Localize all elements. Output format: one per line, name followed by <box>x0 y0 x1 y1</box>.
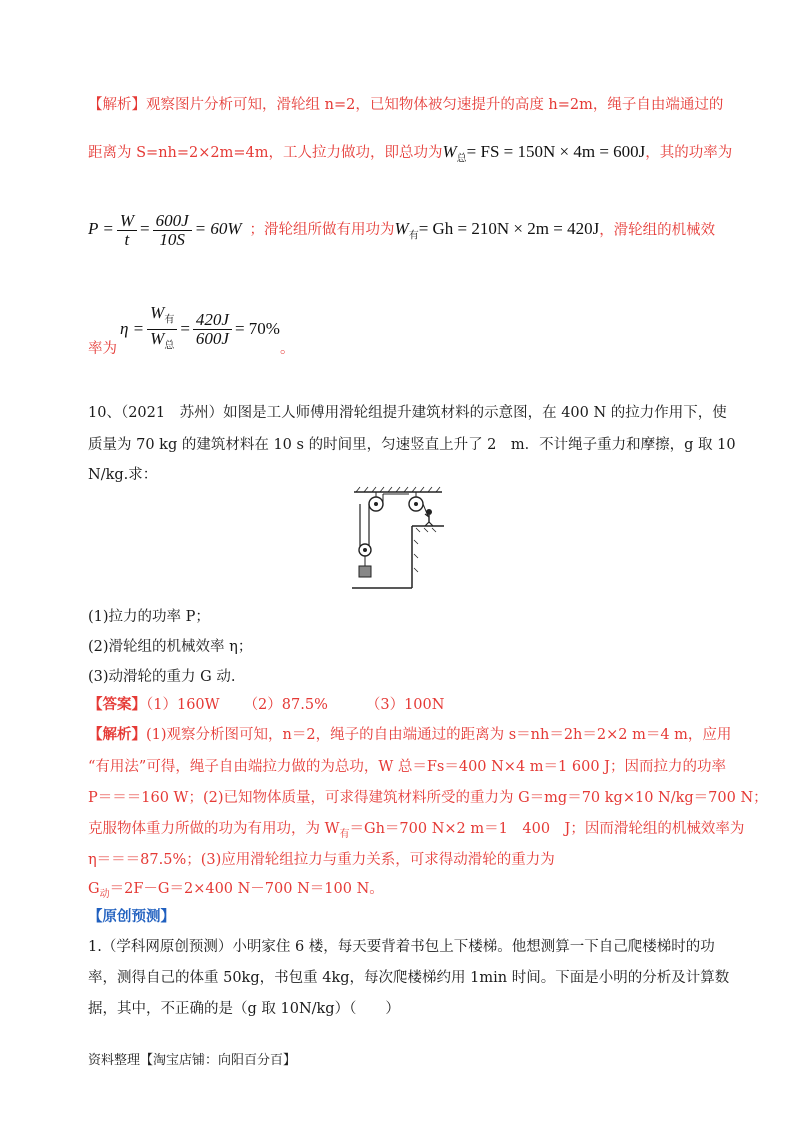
prediction-line-3: 据，其中，不正确的是（g 取 10N/kg）（ ） <box>88 1001 400 1017</box>
analysis-line-1 <box>88 94 723 116</box>
analysis-text: 距离为 S=nh=2×2m=4m，工人拉力做功，即总功为 <box>88 145 443 161</box>
answer-value-3: （3）100N <box>365 697 445 713</box>
fraction: $\frac{420J}{600J}$ <box>193 311 232 348</box>
power-formula: P = $\frac{W}{t}$ = $\frac{600J}{10S}$ = 60W <box>88 211 242 249</box>
analysis-line-4 <box>88 338 117 360</box>
prediction-line-1: 1.（学科网原创预测）小明家住 6 楼，每天要背着书包上下楼梯。他想测算一下自己爬楼梯时的功 <box>88 939 715 955</box>
sub-question-2: (2)滑轮组的机械效率 η； <box>88 639 253 655</box>
analysis2-line-4: 克服物体重力所做的功为有用功，为 $W_有=Gh=700$ N×2 m＝1 400 J；因而滑轮组的机械效率为 <box>88 821 745 840</box>
pulley-diagram <box>348 484 450 590</box>
answer-line <box>88 694 444 716</box>
analysis-line-3 <box>88 212 715 249</box>
fraction: $\frac{600J}{10S}$ <box>153 212 192 249</box>
sub-question-3: (3)动滑轮的重力 G 动. <box>88 669 236 685</box>
pulley-illustration <box>348 484 450 590</box>
sub-question-1: (1)拉力的功率 P； <box>88 609 210 625</box>
analysis-line-2 <box>88 141 732 170</box>
analysis-tag: 【解析】 <box>88 97 146 113</box>
analysis-text: 观察图片分析可知，滑轮组 n=2，已知物体被匀速提升的高度 h=2m，绳子自由端通过的 <box>146 97 724 113</box>
useful-work-formula: $W_有= Gh = 210N \times 2m = 420J$ <box>394 219 600 242</box>
prediction-line-2: 率，测得自己的体重 50kg，书包重 4kg，每次爬楼梯约用 1min 时间。下面是小明的分析及计算数 <box>88 970 730 986</box>
answer-value-1: （1）160W <box>146 697 220 713</box>
analysis-text: (1)观察分析图可知，n＝2，绳子的自由端通过的距离为 s＝nh＝2h＝2×2 m＝4 m，应用 <box>146 727 732 743</box>
analysis2-line-6: $G_动=2F-G=2\times 400$ N－700 N＝100 N。 <box>88 881 384 900</box>
worker <box>426 509 432 515</box>
analysis-tag: 【解析】 <box>88 726 146 743</box>
fraction: $\frac{W}{t}$ <box>117 212 137 249</box>
period: 。 <box>280 341 295 357</box>
analysis2-line-1 <box>88 724 731 746</box>
total-work-formula: $W_总=$ FS = 150N × 4m = 600J <box>442 142 646 165</box>
analysis2-line-2: “有用法”可得，绳子自由端拉力做的为总功，W 总＝Fs＝400 N×4 m＝1 600 J；因而拉力的功率 <box>88 759 726 775</box>
question-10-line-1: 10、（2021 苏州）如图是工人师傅用滑轮组提升建筑材料的示意图，在 400 N 的拉力作用下，使 <box>88 405 727 421</box>
analysis-text: ，滑轮组的机械效 <box>599 222 716 239</box>
analysis-text: 率为 <box>88 341 117 357</box>
answer-tag: 【答案】 <box>88 696 146 713</box>
analysis-text: ；滑轮组所做有用功为 <box>249 222 395 239</box>
analysis2-line-5: η＝＝＝87.5%；(3)应用滑轮组拉力与重力关系，可求得动滑轮的重力为 <box>88 852 555 868</box>
page-footer: 资料整理【淘宝店铺：向阳百分百】 <box>88 1053 297 1068</box>
question-10-line-3: N/kg.求： <box>88 467 158 483</box>
question-10-line-2: 质量为 70 kg 的建筑材料在 10 s 的时间里，匀速竖直上升了 2 m．不计绳子重力和摩擦，g 取 10 <box>88 437 736 453</box>
fraction: $\frac{W_有}{W_总}$ <box>147 304 177 356</box>
analysis2-line-3: P＝＝＝160 W；(2)已知物体质量，可求得建筑材料所受的重力为 G＝mg＝70 kg×10 N/kg＝700 N； <box>88 790 768 806</box>
efficiency-formula: η = $\frac{W_有}{W_总}$ = $\frac{420J}{600J}$ = 70% <box>120 304 280 356</box>
answer-value-2: （2）87.5% <box>243 697 328 713</box>
section-heading: 【原创预测】 <box>88 908 175 925</box>
analysis-text: ，其的功率为 <box>645 145 733 161</box>
building-material <box>359 566 371 577</box>
